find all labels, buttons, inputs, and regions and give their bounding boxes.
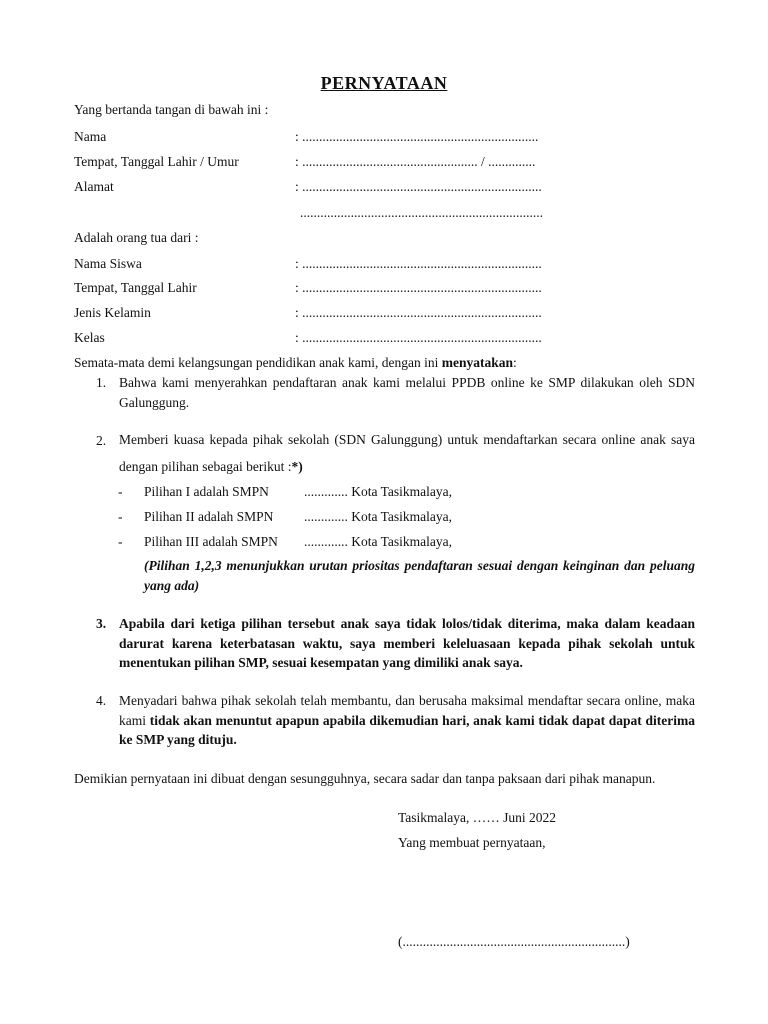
statement-intro	[74, 353, 517, 373]
closing-paragraph: Demikian pernyataan ini dibuat dengan sesungguhnya, secara sadar dan tanpa paksaan dari pihak manapun.	[74, 771, 656, 786]
choice-dash: -	[118, 484, 123, 499]
field-label: Tempat, Tanggal Lahir	[74, 280, 197, 295]
choice-three	[144, 532, 453, 552]
choice-blank: ............. Kota Tasikmalaya,	[304, 509, 453, 524]
statement-intro-text: Semata-mata demi kelangsungan pendidikan anak kami, dengan ini	[74, 355, 442, 370]
field-label: Nama Siswa	[74, 256, 142, 271]
footnote-marker: *)	[291, 459, 303, 474]
choice-dash: -	[118, 534, 123, 549]
item-two-body: Memberi kuasa kepada pihak sekolah (SDN Galunggung) untuk mendaftarkan secara online anak saya dengan pilihan sebagai berikut :	[119, 432, 695, 474]
place-date: Tasikmalaya, …… Juni 2022	[398, 810, 557, 825]
item-number: 1.	[96, 375, 107, 390]
child-intro: Adalah orang tua dari :	[74, 230, 199, 245]
field-blank: : .......................................................................	[295, 280, 542, 295]
field-label: Tempat, Tanggal Lahir / Umur	[74, 154, 239, 169]
field-label: Kelas	[74, 330, 105, 345]
signature-caption: Yang membuat pernyataan,	[398, 835, 546, 850]
intro-text: Yang bertanda tangan di bawah ini :	[74, 102, 269, 117]
item-number: 3.	[96, 616, 107, 631]
field-blank: : .......................................................................	[295, 330, 542, 345]
signature-name-line: (..................................................................)	[398, 934, 630, 949]
address-continuation: ........................................................................	[300, 205, 543, 220]
choice-two	[144, 507, 453, 527]
item-number: 2.	[96, 433, 107, 448]
field-blank: : .......................................................................	[295, 179, 542, 194]
priority-note: (Pilihan 1,2,3 menunjukkan urutan priositas pendaftaran sesuai dengan keinginan dan peluang yang ada)	[144, 558, 695, 593]
field-blank: : ......................................................................	[295, 129, 539, 144]
item-two-text	[119, 426, 695, 480]
field-label: Alamat	[74, 179, 114, 194]
choice-blank: ............. Kota Tasikmalaya,	[304, 484, 453, 499]
field-blank: : .................................................... / ..............	[295, 154, 536, 169]
item-four-body: Menyadari bahwa pihak sekolah telah membantu, dan berusaha maksimal mendaftar secara online, maka kami	[119, 693, 695, 728]
statement-intro-colon: :	[513, 355, 517, 370]
item-four-bold: tidak akan menuntut apapun apabila dikemudian hari, anak kami tidak dapat dapat diterima ke SMP yang dituju.	[119, 712, 695, 748]
field-label: Nama	[74, 129, 107, 144]
item-four-text	[119, 691, 695, 750]
document-title: PERNYATAAN	[320, 73, 448, 93]
choice-label: Pilihan I adalah SMPN	[144, 484, 269, 499]
field-label: Jenis Kelamin	[74, 305, 151, 320]
field-blank: : .......................................................................	[295, 305, 542, 320]
item-three-text: Apabila dari ketiga pilihan tersebut anak saya tidak lolos/tidak diterima, maka dalam keadaan darurat karena keterbatasan waktu, saya memberi keleluasaan kepada pihak sekolah untuk menentukan pilihan SMP, sesuai kesempatan yang dimiliki anak saya.	[119, 616, 695, 671]
choice-blank: ............. Kota Tasikmalaya,	[304, 534, 453, 549]
item-one-text: Bahwa kami menyerahkan pendaftaran anak kami melalui PPDB online ke SMP dilakukan oleh SDN Galunggung.	[119, 375, 695, 410]
choice-one	[144, 482, 453, 502]
item-number: 4.	[96, 693, 107, 708]
choice-label: Pilihan III adalah SMPN	[144, 534, 278, 549]
statement-intro-bold: menyatakan	[441, 355, 514, 370]
choice-label: Pilihan II adalah SMPN	[144, 509, 274, 524]
choice-dash: -	[118, 509, 123, 524]
field-blank: : .......................................................................	[295, 256, 542, 271]
